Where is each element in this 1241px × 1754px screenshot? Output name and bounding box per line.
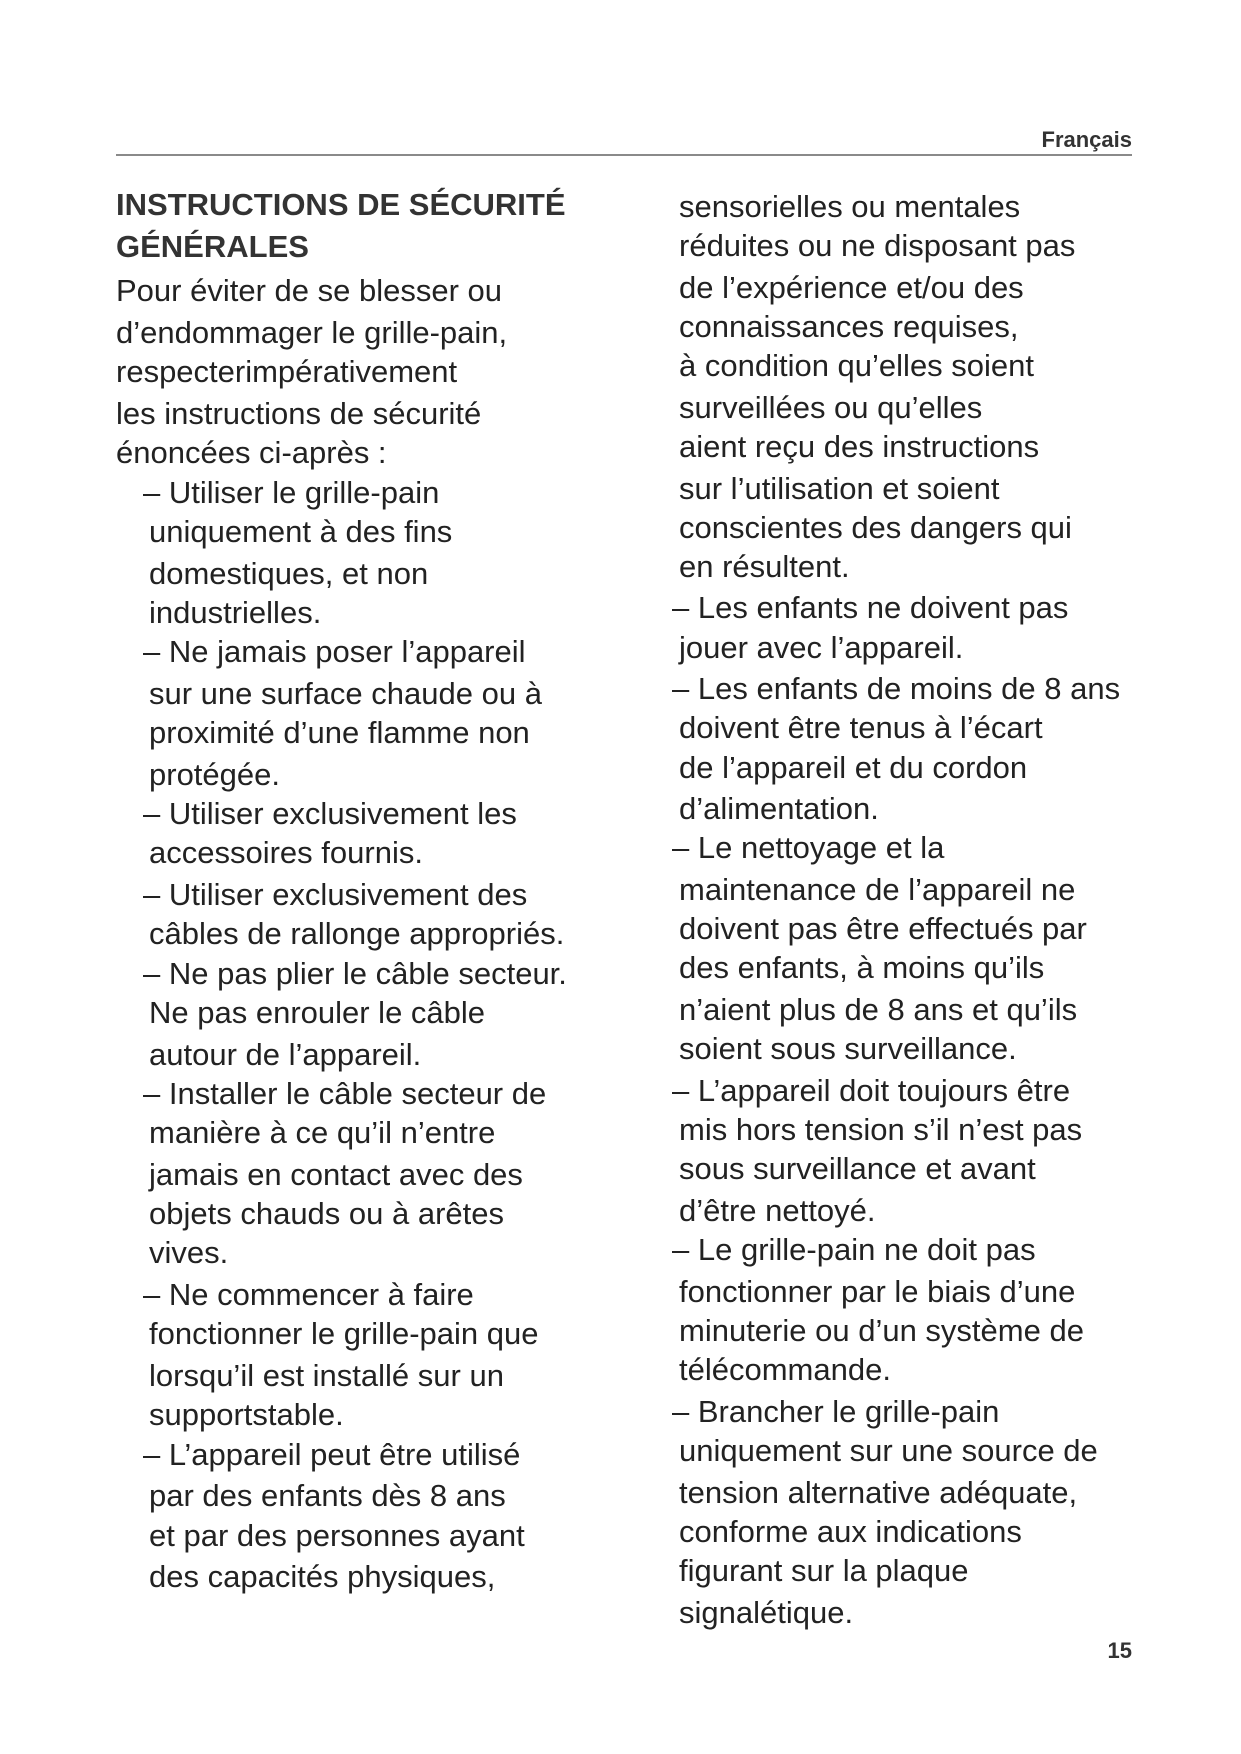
list-item-line: jamais en contact avec des [149, 1157, 523, 1192]
header-divider [116, 154, 1132, 156]
paragraph-line: de l’expérience et/ou des [679, 270, 1024, 305]
list-item-line: Ne pas enrouler le câble [149, 995, 486, 1030]
paragraph-line: surveillées ou qu’elles [679, 390, 983, 425]
paragraph-line: sur l’utilisation et soient [679, 471, 1000, 506]
paragraph-line: Pour éviter de se blesser ou [116, 273, 502, 308]
list-item-line: – Ne pas plier le câble secteur. [143, 956, 567, 991]
paragraph-line: aient reçu des instructions [679, 429, 1040, 464]
list-item-line: autour de l’appareil. [149, 1037, 422, 1072]
paragraph-line: d’endommager le grille-pain, [116, 315, 508, 350]
list-item-line: jouer avec l’appareil. [679, 630, 964, 665]
list-item-line: – Brancher le grille-pain [672, 1394, 1000, 1429]
list-item-line: lorsqu’il est installé sur un [149, 1358, 504, 1393]
list-item-line: des capacités physiques, [149, 1559, 496, 1594]
list-item-line: – Installer le câble secteur de [143, 1076, 547, 1111]
list-item-line: – Ne commencer à faire [143, 1277, 474, 1312]
paragraph-line: réduites ou ne disposant pas [679, 228, 1076, 263]
list-item-line: manière à ce qu’il n’entre [149, 1115, 496, 1150]
list-item-line: mis hors tension s’il n’est pas [679, 1112, 1083, 1147]
list-item-line: protégée. [149, 757, 280, 792]
list-item-line: doivent pas être effectués par [679, 911, 1087, 946]
paragraph-line: connaissances requises, [679, 309, 1019, 344]
list-item-line: par des enfants dès 8 ans [149, 1478, 506, 1513]
list-item-line: télécommande. [679, 1352, 891, 1387]
list-item-line: sur une surface chaude ou à [149, 676, 542, 711]
page-number: 15 [1107, 1638, 1132, 1663]
list-item-line: doivent être tenus à l’écart [679, 710, 1043, 745]
list-item-line: n’aient plus de 8 ans et qu’ils [679, 992, 1078, 1027]
list-item-line: figurant sur la plaque [679, 1553, 969, 1588]
list-item-line: industrielles. [149, 595, 322, 630]
list-item-line: – Le nettoyage et la [672, 830, 945, 865]
list-item-line: – Le grille-pain ne doit pas [672, 1232, 1036, 1267]
section-title-line2: GÉNÉRALES [116, 229, 309, 264]
paragraph-line: respecterimpérativement [116, 354, 458, 389]
list-item-line: tension alternative adéquate, [679, 1475, 1078, 1510]
paragraph-line: les instructions de sécurité [116, 396, 482, 431]
list-item-line: d’alimentation. [679, 791, 879, 826]
list-item-line: sous surveillance et avant [679, 1151, 1036, 1186]
list-item-line: vives. [149, 1235, 229, 1270]
list-item-line: minuterie ou d’un système de [679, 1313, 1084, 1348]
list-item-line: accessoires fournis. [149, 835, 423, 870]
list-item-line: – Utiliser le grille-pain [143, 475, 440, 510]
list-item-line: – L’appareil doit toujours être [672, 1073, 1071, 1108]
list-item-line: soient sous surveillance. [679, 1031, 1017, 1066]
list-item-line: – L’appareil peut être utilisé [143, 1437, 521, 1472]
list-item-line: domestiques, et non [149, 556, 429, 591]
list-item-line: et par des personnes ayant [149, 1518, 525, 1553]
paragraph-line: en résultent. [679, 549, 850, 584]
list-item-line: – Utiliser exclusivement les [143, 796, 517, 831]
list-item-line: de l’appareil et du cordon [679, 750, 1028, 785]
paragraph-line: à condition qu’elles soient [679, 348, 1035, 383]
header-language: Français [1041, 127, 1132, 152]
list-item-line: maintenance de l’appareil ne [679, 872, 1076, 907]
paragraph-line: conscientes des dangers qui [679, 510, 1072, 545]
list-item-line: câbles de rallonge appropriés. [149, 916, 565, 951]
list-item-line: supportstable. [149, 1397, 344, 1432]
list-item-line: – Les enfants ne doivent pas [672, 590, 1069, 625]
list-item-line: – Utiliser exclusivement des [143, 877, 528, 912]
paragraph-line: sensorielles ou mentales [679, 189, 1021, 224]
paragraph-line: énoncées ci-après : [116, 435, 387, 470]
section-title [116, 184, 636, 268]
section-title-line1: INSTRUCTIONS DE SÉCURITÉ [116, 187, 566, 222]
list-item-line: conforme aux indications [679, 1514, 1022, 1549]
list-item-line: fonctionner le grille-pain que [149, 1316, 539, 1351]
list-item-line: uniquement sur une source de [679, 1433, 1098, 1468]
list-item-line: proximité d’une flamme non [149, 715, 530, 750]
list-item-line: objets chauds ou à arêtes [149, 1196, 505, 1231]
list-item-line: – Ne jamais poser l’appareil [143, 634, 526, 669]
list-item-line: – Les enfants de moins de 8 ans [672, 671, 1121, 706]
list-item-line: uniquement à des fins [149, 514, 453, 549]
list-item-line: signalétique. [679, 1595, 854, 1630]
list-item-line: fonctionner par le biais d’une [679, 1274, 1076, 1309]
list-item-line: d’être nettoyé. [679, 1193, 876, 1228]
list-item-line: des enfants, à moins qu’ils [679, 950, 1045, 985]
